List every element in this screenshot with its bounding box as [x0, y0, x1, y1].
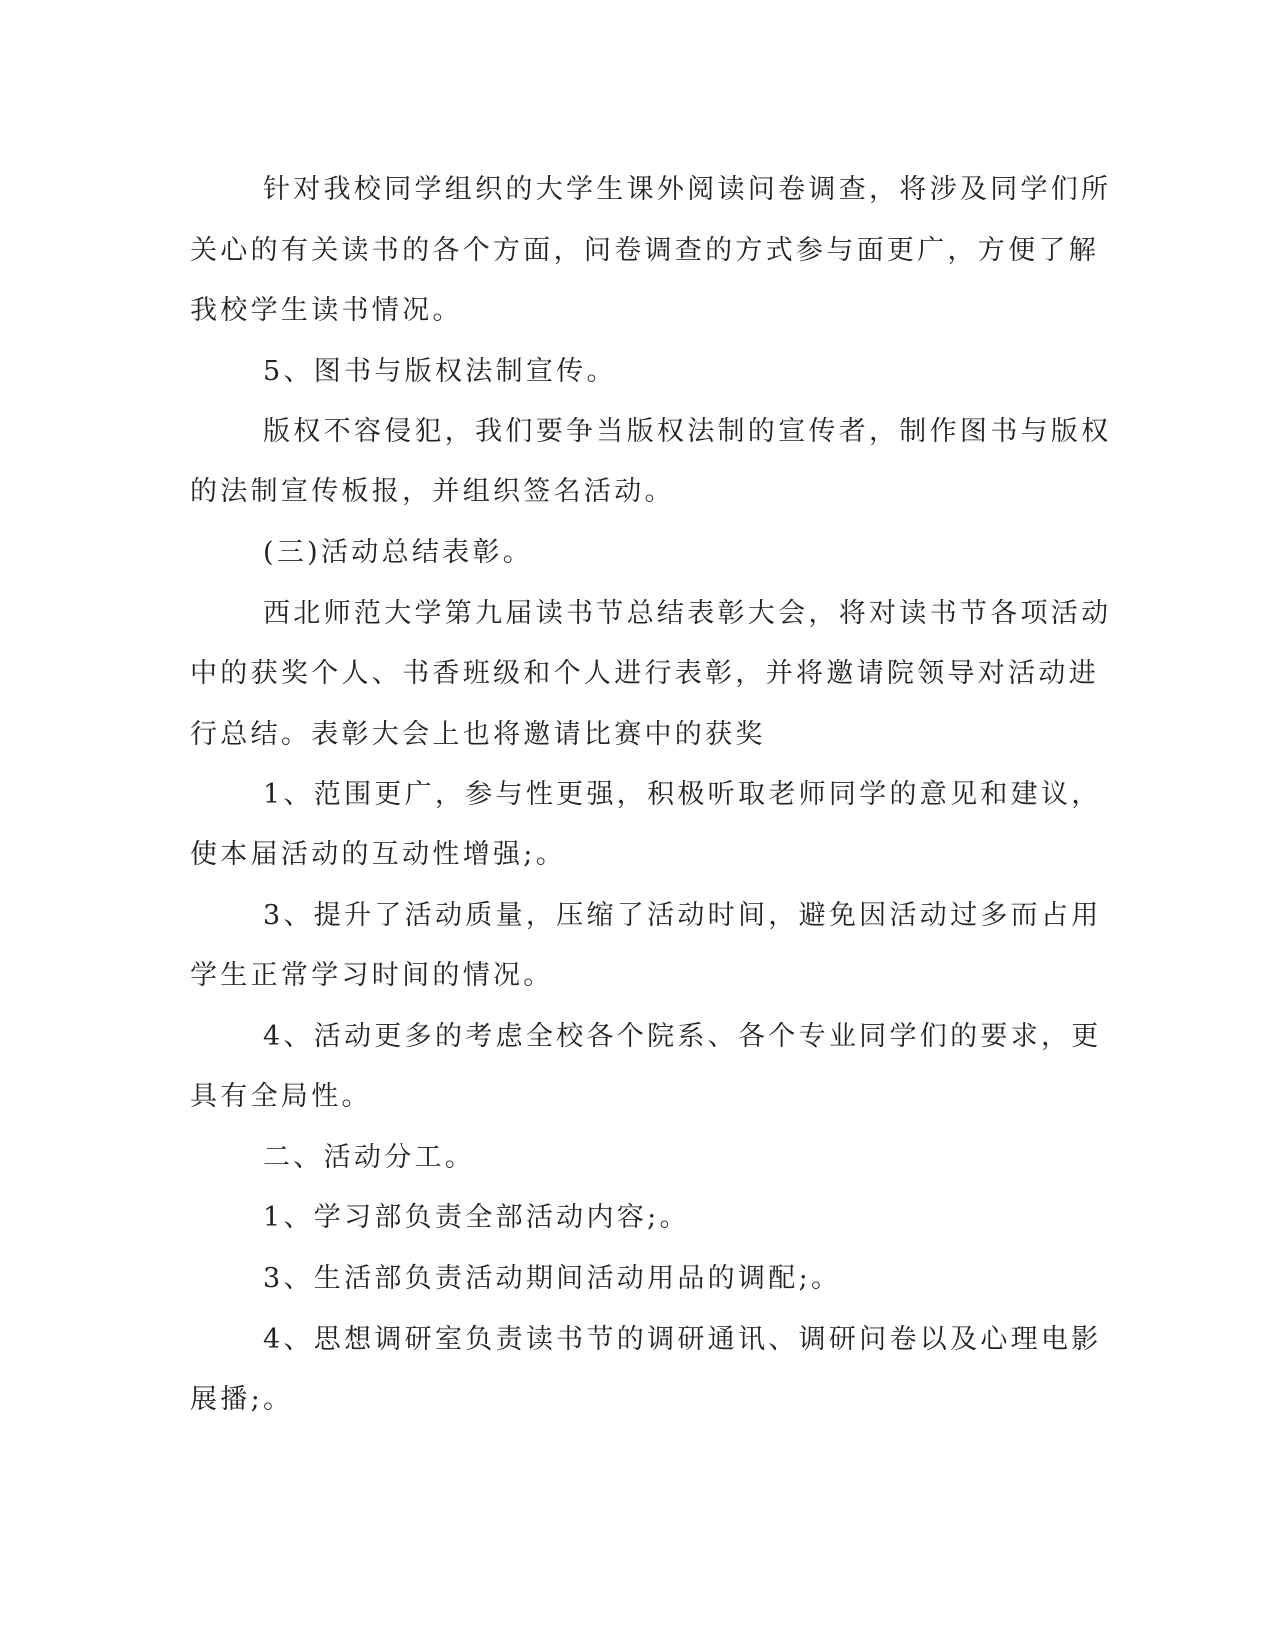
list-item-line: 3、生活部负责活动期间活动用品的调配;。 [263, 1263, 842, 1294]
paragraph-line: 的法制宣传板报，并组织签名活动。 [190, 476, 675, 507]
section-heading: (三)活动总结表彰。 [263, 537, 534, 568]
list-item-line: 学生正常学习时间的情况。 [190, 960, 554, 991]
list-item-line: 4、思想调研室负责读书节的调研通讯、调研问卷以及心理电影 [263, 1324, 1102, 1355]
paragraph-line: 西北师范大学第九届读书节总结表彰大会，将对读书节各项活动 [263, 598, 1112, 629]
section-heading: 5、图书与版权法制宣传。 [263, 356, 617, 387]
list-item-line: 具有全局性。 [190, 1081, 372, 1112]
list-item-line: 4、活动更多的考虑全校各个院系、各个专业同学们的要求，更 [263, 1021, 1102, 1052]
paragraph-line: 版权不容侵犯，我们要争当版权法制的宣传者，制作图书与版权 [263, 416, 1112, 447]
paragraph-line: 针对我校同学组织的大学生课外阅读问卷调查，将涉及同学们所 [263, 174, 1112, 205]
paragraph-line: 行总结。表彰大会上也将邀请比赛中的获奖 [190, 719, 766, 750]
list-item-line: 3、提升了活动质量，压缩了活动时间，避免因活动过多而占用 [263, 900, 1102, 931]
section-heading: 二、活动分工。 [263, 1142, 476, 1173]
list-item-line: 1、学习部负责全部活动内容;。 [263, 1202, 690, 1233]
list-item-line: 展播;。 [190, 1384, 294, 1415]
paragraph-line: 中的获奖个人、书香班级和个人进行表彰，并将邀请院领导对活动进 [190, 658, 1099, 689]
paragraph-line: 关心的有关读书的各个方面，问卷调查的方式参与面更广，方便了解 [190, 235, 1099, 266]
list-item-line: 1、范围更广，参与性更强，积极听取老师同学的意见和建议， [263, 779, 1102, 810]
paragraph-line: 我校学生读书情况。 [190, 295, 463, 326]
list-item-line: 使本届活动的互动性增强;。 [190, 839, 566, 870]
